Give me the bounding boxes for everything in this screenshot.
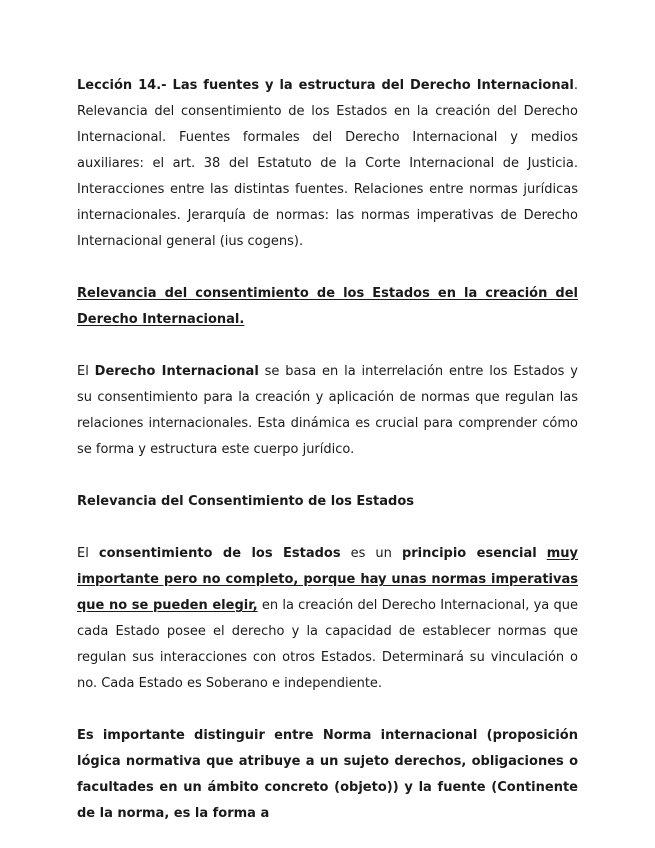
consent-underlined-note: muy importante pero no completo, porque hay unas normas imperativas que no se pueden elegir, — [77, 546, 579, 613]
intro-text-rest: se basa en la interrelación entre los Estados y su consentimiento para la creación y aplicación de normas que regulan las relaciones internacionales. Esta dinámica es crucial para comprender cómo se forma y estructura este cuerpo jurídico. — [77, 364, 578, 457]
intro-text-start: El — [77, 364, 95, 379]
section-heading: Relevancia del consentimiento de los Estados en la creación del Derecho Internacional. — [77, 286, 578, 327]
lesson-paragraph — [77, 73, 578, 255]
consent-bold-term: consentimiento de los Estados — [98, 546, 341, 561]
document-body — [77, 73, 578, 827]
lesson-summary: . Relevancia del consentimiento de los Estados en la creación del Derecho Internacional. Fuentes formales del Derecho Internacional y medios auxiliares: el art. 38 del Estatuto de la Corte Internacional de Justicia. Interacciones entre las distintas fuentes. Relaciones entre normas jurídicas internacionales. Jerarquía de normas: las normas imperativas de Derecho Internacional general (ius cogens). — [77, 78, 578, 249]
spacer — [77, 697, 578, 723]
distinction-text: Es importante distinguir entre Norma internacional (proposición lógica normativa que atribuye a un sujeto derechos, obligaciones o facultades en un ámbito concreto (objeto)) y la fuente (Continente de la norma, es la forma a — [77, 728, 578, 821]
spacer — [77, 255, 578, 281]
consent-text-start: El — [77, 546, 99, 561]
spacer — [77, 333, 578, 359]
intro-bold-term: Derecho Internacional — [94, 364, 259, 379]
consent-text-rest: en la creación del Derecho Internacional, ya que cada Estado posee el derecho y la capacidad de establecer normas que regulan sus interacciones con otros Estados. Determinará su vinculación o no. Cada Estado es Soberano e independiente. — [77, 598, 578, 691]
spacer — [77, 515, 578, 541]
section-heading-paragraph — [77, 281, 578, 333]
distinction-paragraph — [77, 723, 578, 827]
consent-space — [537, 546, 547, 561]
intro-paragraph — [77, 359, 578, 463]
consent-text-mid: es un — [340, 546, 402, 561]
consent-bold-principle: principio esencial — [401, 546, 537, 561]
consent-paragraph — [77, 541, 578, 697]
lesson-title: Lección 14.- Las fuentes y la estructura del Derecho Internacional — [77, 78, 574, 93]
subheading: Relevancia del Consentimiento de los Estados — [77, 494, 414, 509]
subheading-paragraph — [77, 489, 578, 515]
spacer — [77, 463, 578, 489]
